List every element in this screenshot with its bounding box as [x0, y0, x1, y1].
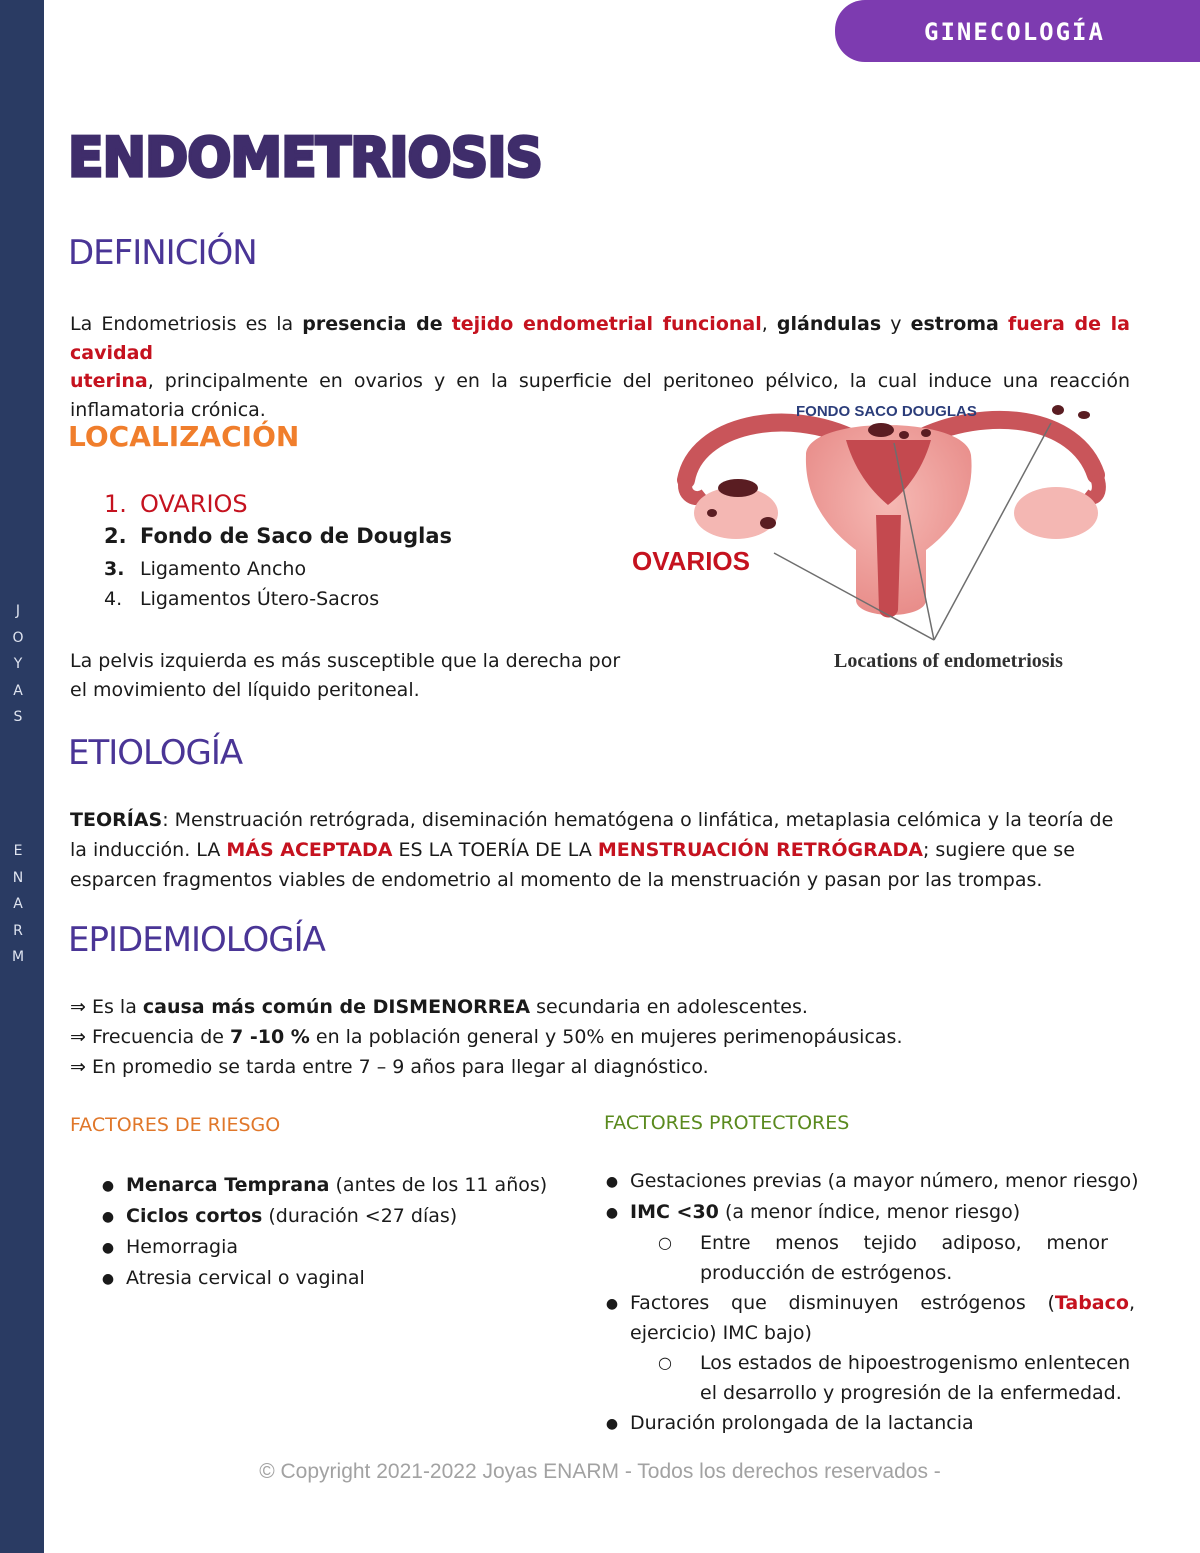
- definition-line-1: La Endometriosis es la presencia de tejido endometrial funcional, glándulas y estroma fuera de la cavidad: [70, 313, 1131, 364]
- list-item: [90, 1170, 570, 1201]
- list-label: Ligamentos Útero-Sacros: [140, 588, 380, 610]
- list-item: [594, 1166, 1144, 1197]
- page-title: ENDOMETRIOSIS: [68, 126, 542, 190]
- list-label: OVARIOS: [140, 490, 248, 518]
- list-item: [594, 1197, 1144, 1228]
- heading-factores-riesgo: FACTORES DE RIESGO: [70, 1114, 281, 1136]
- list-item: [90, 1232, 570, 1263]
- label-fondo-saco-douglas: FONDO SACO DOUGLAS: [796, 403, 977, 420]
- sidebar-letter: O: [12, 629, 24, 646]
- text: La Endometriosis es la: [70, 313, 303, 335]
- text: (duración <27 días): [262, 1205, 458, 1227]
- bullet-icon: ●: [101, 1178, 115, 1194]
- text-red: MENSTRUACIÓN RETRÓGRADA: [597, 839, 923, 861]
- bullet-icon: ●: [605, 1174, 619, 1190]
- list-number: 3.: [104, 558, 125, 580]
- text: En promedio se tarda entre 7 – 9 años para llegar al diagnóstico.: [91, 1056, 709, 1078]
- heading-factores-protectores: FACTORES PROTECTORES: [604, 1112, 850, 1134]
- text: (a menor índice, menor riesgo): [718, 1201, 1021, 1223]
- text-bold: estroma: [910, 313, 999, 335]
- bullet-icon: ●: [101, 1240, 115, 1256]
- epidemiology-item-2: [70, 1026, 903, 1048]
- text-bold: TEORÍAS: [70, 809, 163, 831]
- sub-list-item: [594, 1228, 1144, 1288]
- list-item: [90, 1263, 570, 1294]
- etiology-paragraph: [70, 805, 1130, 895]
- sidebar-letter: R: [13, 922, 23, 939]
- text: Es la: [91, 996, 143, 1018]
- circle-bullet-icon: ○: [658, 1233, 672, 1252]
- uterus-illustration: [685, 405, 1099, 640]
- sidebar-letter: N: [12, 869, 24, 886]
- label-ovarios: OVARIOS: [632, 546, 750, 576]
- text: , principalmente en ovarios y en la superficie del peritoneo pélvico, la cual induce una reacción inflamatoria crónica.: [70, 370, 1130, 421]
- list-number: 4.: [104, 588, 123, 610]
- text: Entre menos tejido adiposo, menor producción de estrógenos.: [700, 1232, 1108, 1284]
- text: Factores que disminuyen estrógenos (: [630, 1292, 1055, 1314]
- sidebar-letter: A: [13, 896, 23, 912]
- protective-factors-list: [594, 1166, 1144, 1439]
- sidebar-letter: A: [13, 682, 23, 699]
- list-label: Ligamento Ancho: [140, 558, 307, 580]
- sidebar-letter: S: [13, 709, 23, 725]
- text: en la población general y 50% en mujeres perimenopáusicas.: [309, 1026, 903, 1048]
- heading-etiologia: ETIOLOGÍA: [68, 733, 243, 773]
- list-item: [104, 490, 452, 524]
- text: (antes de los 11 años): [329, 1174, 548, 1196]
- uterus-diagram: [626, 385, 1130, 685]
- diagram-caption: Locations of endometriosis: [834, 650, 1063, 672]
- text: , ejercicio) IMC bajo): [630, 1292, 1135, 1344]
- text: Los estados de hipoestrogenismo enlentecen el desarrollo y progresión de la enfermedad.: [700, 1352, 1131, 1404]
- text-red: uterina: [70, 370, 148, 392]
- heading-epidemiologia: EPIDEMIOLOGÍA: [68, 920, 325, 960]
- text-red: Tabaco: [1054, 1292, 1129, 1314]
- localization-list: [104, 490, 452, 618]
- sidebar-brand-joyas: [0, 598, 36, 731]
- list-item: [594, 1408, 1144, 1439]
- list-item: [104, 588, 452, 618]
- bullet-icon: ●: [101, 1271, 115, 1287]
- heading-definicion: DEFINICIÓN: [68, 233, 257, 273]
- sidebar-letter: J: [15, 603, 21, 619]
- text-red: MÁS ACEPTADA: [226, 839, 393, 861]
- text-bold: IMC <30: [630, 1201, 719, 1223]
- text-red: tejido endometrial funcional: [451, 313, 762, 335]
- text: ES LA TOERÍA DE LA: [392, 839, 598, 861]
- arrow-icon: ⇒: [70, 996, 86, 1018]
- text-bold: Ciclos cortos: [126, 1205, 263, 1227]
- text: y: [881, 313, 911, 335]
- text: Hemorragia: [126, 1236, 239, 1258]
- sidebar-letter: M: [11, 949, 25, 965]
- circle-bullet-icon: ○: [658, 1353, 672, 1372]
- arrow-icon: ⇒: [70, 1056, 86, 1078]
- list-label: Fondo de Saco de Douglas: [140, 524, 453, 548]
- text: : Menstruación retrógrada, diseminación hematógena o linfática, metaplasia celómica y la teoría de la inducción. LA: [70, 809, 1114, 861]
- text-bold: causa más común de DISMENORREA: [142, 996, 531, 1018]
- list-item: [90, 1201, 570, 1232]
- arrow-icon: ⇒: [70, 1026, 86, 1048]
- risk-factors-list: [90, 1170, 570, 1294]
- list-item: [104, 524, 452, 558]
- sidebar-brand-enarm: [0, 838, 36, 971]
- text: Gestaciones previas (a mayor número, menor riesgo): [630, 1170, 1139, 1192]
- text-red: fuera de la cavidad: [70, 313, 1131, 364]
- footer-copyright: © Copyright 2021-2022 Joyas ENARM - Todos los derechos reservados -: [259, 1460, 941, 1483]
- specialty-label: GINECOLOGÍA: [924, 18, 1105, 46]
- bullet-icon: ●: [605, 1416, 619, 1432]
- text: secundaria en adolescentes.: [530, 996, 808, 1018]
- text: Frecuencia de: [91, 1026, 231, 1048]
- text: ; sugiere que se esparcen fragmentos viables de endometrio al momento de la menstruación y pasan por las trompas.: [70, 839, 1075, 891]
- list-item: [104, 558, 452, 588]
- sub-list-item: [594, 1348, 1144, 1408]
- list-item: [594, 1288, 1144, 1348]
- text-bold: presencia de: [302, 313, 443, 335]
- epidemiology-item-1: [70, 996, 808, 1018]
- sidebar: [0, 0, 44, 1553]
- text-bold: 7 -10 %: [230, 1026, 310, 1048]
- text-bold: glándulas: [776, 313, 882, 335]
- bullet-icon: ●: [605, 1296, 619, 1312]
- pelvis-note: La pelvis izquierda es más susceptible que la derecha por el movimiento del líquido peritoneal.: [70, 650, 621, 701]
- bullet-icon: ●: [101, 1209, 115, 1225]
- epidemiology-item-3: [70, 1056, 709, 1078]
- sidebar-letter: Y: [13, 656, 23, 672]
- text: Duración prolongada de la lactancia: [630, 1412, 974, 1434]
- list-number: 1.: [104, 490, 127, 518]
- heading-localizacion: LOCALIZACIÓN: [68, 420, 300, 453]
- text-bold: Menarca Temprana: [126, 1174, 330, 1196]
- list-number: 2.: [104, 524, 127, 548]
- text: Atresia cervical o vaginal: [126, 1267, 365, 1289]
- bullet-icon: ●: [605, 1205, 619, 1221]
- sidebar-letter: E: [13, 843, 23, 859]
